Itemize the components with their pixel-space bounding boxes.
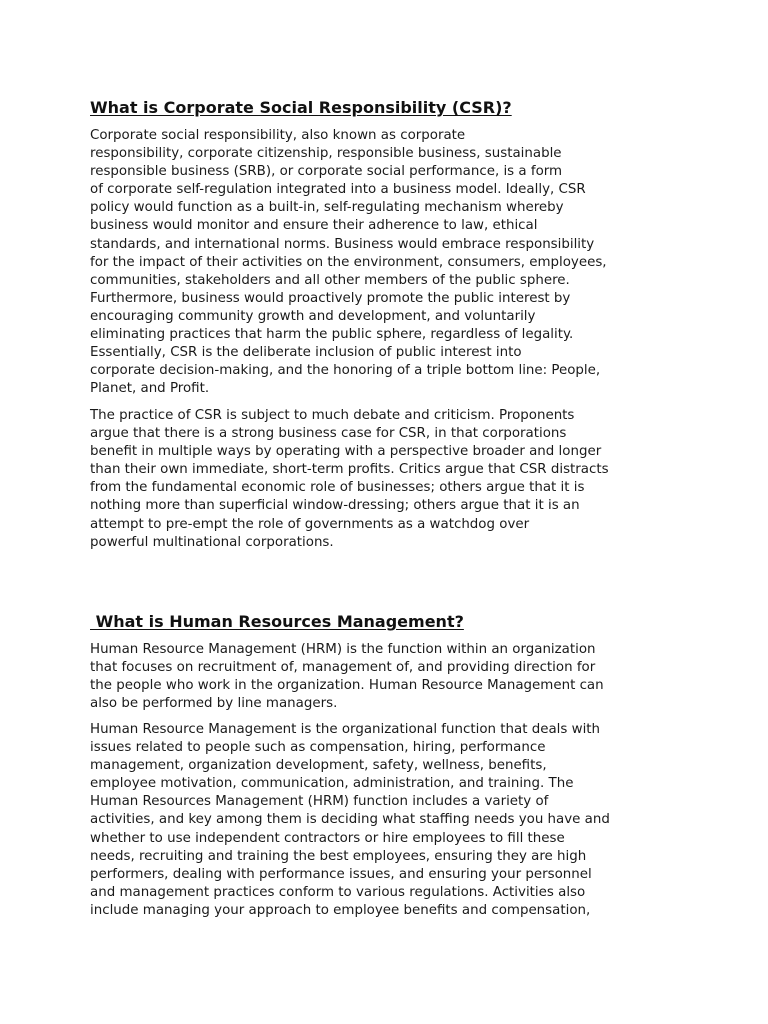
csr-paragraph-1 [90,127,607,398]
text-line: for the impact of their activities on the environment, consumers, employees, [90,254,607,270]
text-line: Human Resource Management (HRM) is the function within an organization [90,642,596,657]
text-line: business would monitor and ensure their adherence to law, ethical [90,218,538,234]
text-line: Corporate social responsibility, also known as corporate [90,128,466,143]
text-line: whether to use independent contractors or hire employees to fill these [90,830,565,846]
text-line: responsible business (SRB), or corporate social performance, is a form [90,164,563,180]
text-line: Essentially, CSR is the deliberate inclusion of public interest into [90,345,522,361]
text-line: of corporate self-regulation integrated into a business model. Ideally, CSR [90,182,586,198]
text-line: activities, and key among them is deciding what staffing needs you have and [90,812,610,828]
hrm-paragraph-2 [90,721,610,920]
text-line: employee motivation, communication, administration, and training. The [90,776,574,792]
text-line: benefit in multiple ways by operating with a perspective broader and longer [90,444,602,460]
text-line: that focuses on recruitment of, management of, and providing direction for [90,660,596,676]
text-line: needs, recruiting and training the best employees, ensuring they are high [90,848,587,864]
text-line: The practice of CSR is subject to much debate and criticism. Proponents [90,408,575,423]
text-line: the people who work in the organization. Human Resource Management can [90,678,604,694]
hrm-heading: What is Human Resources Management? [90,612,464,631]
text-line: include managing your approach to employee benefits and compensation, [90,902,591,918]
text-line: Planet, and Profit. [90,381,210,397]
text-line: argue that there is a strong business case for CSR, in that corporations [90,426,567,442]
hrm-paragraph-1 [90,641,604,713]
text-line: responsibility, corporate citizenship, responsible business, sustainable [90,146,562,162]
text-line: issues related to people such as compensation, hiring, performance [90,740,546,756]
text-line: also be performed by line managers. [90,696,338,712]
text-line: and management practices conform to various regulations. Activities also [90,884,586,900]
text-line: Human Resource Management is the organizational function that deals with [90,722,601,737]
csr-heading: What is Corporate Social Responsibility (CSR)? [90,98,512,117]
text-line: Human Resources Management (HRM) function includes a variety of [90,794,549,810]
text-line: attempt to pre-empt the role of governments as a watchdog over [90,516,530,532]
text-line: from the fundamental economic role of businesses; others argue that it is [90,480,585,496]
text-line: standards, and international norms. Business would embrace responsibility [90,236,595,252]
csr-paragraph-2 [90,407,609,552]
text-line: management, organization development, safety, wellness, benefits, [90,758,547,774]
text-line: eliminating practices that harm the public sphere, regardless of legality. [90,327,574,343]
text-line: powerful multinational corporations. [90,534,334,550]
text-line: corporate decision-making, and the honoring of a triple bottom line: People, [90,363,601,379]
text-line: communities, stakeholders and all other members of the public sphere. [90,272,570,288]
text-line: policy would function as a built-in, self-regulating mechanism whereby [90,200,564,216]
text-line: nothing more than superficial window-dressing; others argue that it is an [90,498,580,514]
text-line: performers, dealing with performance issues, and ensuring your personnel [90,866,592,882]
text-line: Furthermore, business would proactively promote the public interest by [90,290,571,306]
text-line: than their own immediate, short-term profits. Critics argue that CSR distracts [90,462,609,478]
text-line: encouraging community growth and development, and voluntarily [90,308,536,324]
